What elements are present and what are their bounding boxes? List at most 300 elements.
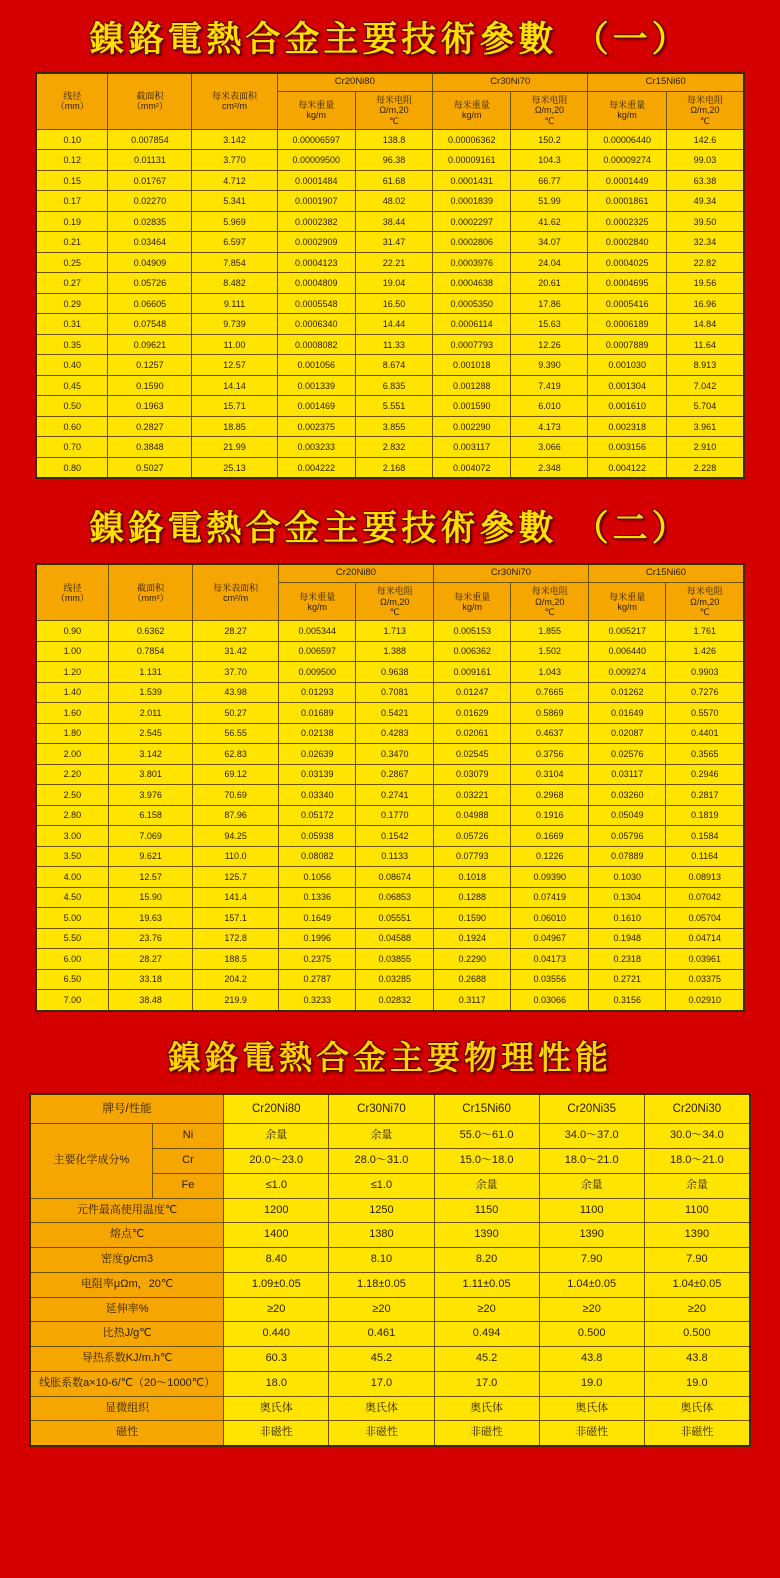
table-cell: 0.07548 bbox=[108, 314, 192, 335]
table-cell: 0.02087 bbox=[588, 723, 666, 744]
table-cell: 0.1590 bbox=[433, 908, 511, 929]
table-cell: 0.2741 bbox=[356, 785, 434, 806]
col-surface-area: 每米表面积 cm²/m bbox=[192, 73, 277, 129]
table-cell: 0.02910 bbox=[666, 990, 744, 1011]
table-cell: 18.0 bbox=[224, 1371, 329, 1396]
table-cell: 0.45 bbox=[36, 375, 108, 396]
table-header-1 bbox=[36, 73, 744, 129]
col-resistance-3: 每米电阻 Ω/m,20 ℃ bbox=[666, 583, 744, 621]
table-cell: 0.7276 bbox=[666, 682, 744, 703]
table-cell: 0.04967 bbox=[511, 928, 589, 949]
table-cell: 3.961 bbox=[666, 416, 744, 437]
table-cell: 0.07793 bbox=[433, 846, 511, 867]
property-label: 比热J/g℃ bbox=[30, 1322, 224, 1347]
table-cell: 2.80 bbox=[36, 805, 108, 826]
table-cell: 0.06605 bbox=[108, 293, 192, 314]
table-cell: 0.1669 bbox=[511, 826, 589, 847]
table-cell: 0.9903 bbox=[666, 662, 744, 683]
table-cell: 0.001056 bbox=[277, 355, 355, 376]
table-cell: ≤1.0 bbox=[224, 1173, 329, 1198]
section-title-3: 鎳鉻電熱合金主要物理性能 bbox=[168, 1037, 612, 1077]
table-cell: 0.2290 bbox=[433, 949, 511, 970]
table-cell: 0.009500 bbox=[278, 662, 356, 683]
table-cell: 4.173 bbox=[511, 416, 588, 437]
table-cell: 188.5 bbox=[193, 949, 279, 970]
table-cell: 3.770 bbox=[192, 150, 277, 171]
table-cell: 0.2827 bbox=[108, 416, 192, 437]
group-cr30ni70: Cr30Ni70 bbox=[433, 564, 588, 582]
table-cell: 1390 bbox=[644, 1223, 750, 1248]
table-cell: 28.27 bbox=[108, 949, 192, 970]
table-body-2 bbox=[36, 621, 744, 1011]
table-cell: 19.04 bbox=[355, 273, 432, 294]
table-cell: 0.3117 bbox=[433, 990, 511, 1011]
table-cell: 0.25 bbox=[36, 252, 108, 273]
table-cell: 非磁性 bbox=[329, 1421, 434, 1446]
table-cell: 219.9 bbox=[193, 990, 279, 1011]
table-cell: 余量 bbox=[434, 1173, 539, 1198]
table-cell: 0.005153 bbox=[433, 621, 511, 642]
group-cr15ni60: Cr15Ni60 bbox=[588, 564, 744, 582]
table-cell: 0.03260 bbox=[588, 785, 666, 806]
table-cell: 20.61 bbox=[511, 273, 588, 294]
table-cell: 0.03066 bbox=[511, 990, 589, 1011]
table-cell: 0.0004025 bbox=[588, 252, 666, 273]
table-cell: 0.04988 bbox=[433, 805, 511, 826]
table-row bbox=[36, 764, 744, 785]
table-cell: 0.00006362 bbox=[433, 129, 511, 150]
table-cell: 2.348 bbox=[511, 457, 588, 478]
property-label: 密度g/cm3 bbox=[30, 1248, 224, 1273]
table-cell: 7.00 bbox=[36, 990, 108, 1011]
table-cell: 0.5421 bbox=[356, 703, 434, 724]
table-cell: 12.26 bbox=[511, 334, 588, 355]
table-cell: 0.35 bbox=[36, 334, 108, 355]
table-cell: 0.005217 bbox=[588, 621, 666, 642]
table-row bbox=[36, 457, 744, 478]
table-row bbox=[36, 682, 744, 703]
table-row bbox=[30, 1347, 750, 1372]
table-row bbox=[36, 949, 744, 970]
table-cell: 0.01767 bbox=[108, 170, 192, 191]
table-cell: 0.3756 bbox=[511, 744, 589, 765]
table-body-1 bbox=[36, 129, 744, 478]
table-cell: 99.03 bbox=[666, 150, 744, 171]
table-cell: 0.03340 bbox=[278, 785, 356, 806]
table-cell: 6.00 bbox=[36, 949, 108, 970]
table-row bbox=[36, 170, 744, 191]
table-cell: 0.00009161 bbox=[433, 150, 511, 171]
table-cell: 1380 bbox=[329, 1223, 434, 1248]
table-cell: 1.60 bbox=[36, 703, 108, 724]
table-cell: 1400 bbox=[224, 1223, 329, 1248]
table-cell: 4.712 bbox=[192, 170, 277, 191]
physical-table-body bbox=[30, 1124, 750, 1446]
table-cell: 奥氏体 bbox=[434, 1396, 539, 1421]
table-cell: 25.13 bbox=[192, 457, 277, 478]
table-cell: 0.04714 bbox=[666, 928, 744, 949]
composition-label: 主要化学成分% bbox=[30, 1124, 152, 1198]
table-cell: 0.27 bbox=[36, 273, 108, 294]
group-cr30ni70: Cr30Ni70 bbox=[433, 73, 588, 91]
physical-header-row bbox=[30, 1094, 750, 1124]
physical-header-label: 牌号/性能 bbox=[30, 1094, 224, 1124]
table-cell: 非磁性 bbox=[539, 1421, 644, 1446]
table-cell: 0.5027 bbox=[108, 457, 192, 478]
table-cell: 0.002290 bbox=[433, 416, 511, 437]
table-cell: 87.96 bbox=[193, 805, 279, 826]
tech-params-table-1 bbox=[35, 72, 745, 479]
table-cell: 18.0～21.0 bbox=[539, 1149, 644, 1174]
table-cell: 2.228 bbox=[666, 457, 744, 478]
table-row bbox=[36, 293, 744, 314]
table-cell: 50.27 bbox=[193, 703, 279, 724]
table-cell: 奥氏体 bbox=[539, 1396, 644, 1421]
table-cell: 32.34 bbox=[666, 232, 744, 253]
table-row bbox=[36, 252, 744, 273]
col-weight-1: 每米重量 kg/m bbox=[277, 91, 355, 129]
table-row bbox=[36, 846, 744, 867]
table-cell: 0.440 bbox=[224, 1322, 329, 1347]
table-cell: 0.1030 bbox=[588, 867, 666, 888]
table-cell: 22.82 bbox=[666, 252, 744, 273]
table-cell: 0.02835 bbox=[108, 211, 192, 232]
table-cell: 17.0 bbox=[329, 1371, 434, 1396]
table-cell: 17.0 bbox=[434, 1371, 539, 1396]
table-cell: ≥20 bbox=[329, 1297, 434, 1322]
table-cell: 22.21 bbox=[355, 252, 432, 273]
table-cell: 150.2 bbox=[511, 129, 588, 150]
table-cell: 1.80 bbox=[36, 723, 108, 744]
table-cell: 4.00 bbox=[36, 867, 108, 888]
table-cell: 9.390 bbox=[511, 355, 588, 376]
physical-header-grade: Cr20Ni80 bbox=[224, 1094, 329, 1124]
table-cell: 0.1819 bbox=[666, 805, 744, 826]
table-cell: 0.21 bbox=[36, 232, 108, 253]
table-cell: 0.01293 bbox=[278, 682, 356, 703]
table-cell: 3.50 bbox=[36, 846, 108, 867]
table-cell: 1.11±0.05 bbox=[434, 1272, 539, 1297]
table-cell: 0.002375 bbox=[277, 416, 355, 437]
table-row bbox=[36, 867, 744, 888]
table-cell: ≥20 bbox=[539, 1297, 644, 1322]
table-cell: 56.55 bbox=[193, 723, 279, 744]
composition-element: Ni bbox=[152, 1124, 224, 1149]
physical-header-grade: Cr15Ni60 bbox=[434, 1094, 539, 1124]
table-cell: 3.142 bbox=[192, 129, 277, 150]
table-cell: 0.1916 bbox=[511, 805, 589, 826]
table-cell: 0.10 bbox=[36, 129, 108, 150]
table-cell: 31.47 bbox=[355, 232, 432, 253]
table-cell: 0.03221 bbox=[433, 785, 511, 806]
col-resistance-2: 每米电阻 Ω/m,20 ℃ bbox=[511, 91, 588, 129]
table-cell: 0.1542 bbox=[356, 826, 434, 847]
table-cell: 0.0007889 bbox=[588, 334, 666, 355]
table-row bbox=[36, 211, 744, 232]
table-cell: 奥氏体 bbox=[329, 1396, 434, 1421]
table-cell: 0.494 bbox=[434, 1322, 539, 1347]
table-cell: 0.461 bbox=[329, 1322, 434, 1347]
physical-header-grade: Cr30Ni70 bbox=[329, 1094, 434, 1124]
table-cell: 0.03139 bbox=[278, 764, 356, 785]
table-cell: 0.004222 bbox=[277, 457, 355, 478]
table-cell: 15.63 bbox=[511, 314, 588, 335]
table-cell: 0.01262 bbox=[588, 682, 666, 703]
table-cell: 18.0～21.0 bbox=[644, 1149, 750, 1174]
table-cell: 0.001304 bbox=[588, 375, 666, 396]
table-cell: 0.00009274 bbox=[588, 150, 666, 171]
table-cell: 0.02061 bbox=[433, 723, 511, 744]
table-cell: 0.1336 bbox=[278, 887, 356, 908]
table-cell: 0.02639 bbox=[278, 744, 356, 765]
table-row bbox=[36, 232, 744, 253]
table-cell: 2.00 bbox=[36, 744, 108, 765]
table-cell: 7.90 bbox=[644, 1248, 750, 1273]
table-cell: 9.739 bbox=[192, 314, 277, 335]
table-cell: 0.1610 bbox=[588, 908, 666, 929]
table-cell: 0.3565 bbox=[666, 744, 744, 765]
table-cell: 0.001469 bbox=[277, 396, 355, 417]
table-cell: 0.05551 bbox=[356, 908, 434, 929]
table-cell: 0.01131 bbox=[108, 150, 192, 171]
col-resistance-1: 每米电阻 Ω/m,20 ℃ bbox=[356, 583, 434, 621]
table-cell: 1.761 bbox=[666, 621, 744, 642]
table-row bbox=[30, 1371, 750, 1396]
table-cell: 0.5570 bbox=[666, 703, 744, 724]
table-cell: 1.00 bbox=[36, 641, 108, 662]
table-cell: 0.0002909 bbox=[277, 232, 355, 253]
property-label: 线胀系数a×10-6/℃（20～1000℃） bbox=[30, 1371, 224, 1396]
table-row bbox=[36, 273, 744, 294]
table-cell: 0.0006340 bbox=[277, 314, 355, 335]
table-cell: 5.969 bbox=[192, 211, 277, 232]
table-cell: 0.006597 bbox=[278, 641, 356, 662]
table-cell: 0.2946 bbox=[666, 764, 744, 785]
table-cell: 0.19 bbox=[36, 211, 108, 232]
table-cell: 0.003156 bbox=[588, 437, 666, 458]
table-cell: 1.713 bbox=[356, 621, 434, 642]
table-cell: 125.7 bbox=[193, 867, 279, 888]
table-cell: 0.50 bbox=[36, 396, 108, 417]
table-cell: 3.00 bbox=[36, 826, 108, 847]
table-cell: 0.0006114 bbox=[433, 314, 511, 335]
table-cell: 11.64 bbox=[666, 334, 744, 355]
col-resistance-1: 每米电阻 Ω/m,20 ℃ bbox=[355, 91, 432, 129]
table-row bbox=[36, 969, 744, 990]
table-cell: 0.0005548 bbox=[277, 293, 355, 314]
property-label: 电阻率μΩm，20℃ bbox=[30, 1272, 224, 1297]
table-cell: 0.7081 bbox=[356, 682, 434, 703]
table-cell: 0.05172 bbox=[278, 805, 356, 826]
table-cell: 28.27 bbox=[193, 621, 279, 642]
property-label: 磁性 bbox=[30, 1421, 224, 1446]
table-header-2 bbox=[36, 564, 744, 620]
table-cell: 0.60 bbox=[36, 416, 108, 437]
table-cell: 0.05726 bbox=[433, 826, 511, 847]
table-cell: 141.4 bbox=[193, 887, 279, 908]
table-cell: 5.551 bbox=[355, 396, 432, 417]
table-cell: 8.674 bbox=[355, 355, 432, 376]
table-row bbox=[36, 723, 744, 744]
table-cell: 14.14 bbox=[192, 375, 277, 396]
table-cell: 0.007854 bbox=[108, 129, 192, 150]
table-cell: 28.0～31.0 bbox=[329, 1149, 434, 1174]
table-cell: 0.0008082 bbox=[277, 334, 355, 355]
table-cell: 0.02576 bbox=[588, 744, 666, 765]
table-cell: 1.40 bbox=[36, 682, 108, 703]
table-cell: 0.1133 bbox=[356, 846, 434, 867]
table-cell: 14.44 bbox=[355, 314, 432, 335]
table-row bbox=[36, 826, 744, 847]
table-cell: 7.042 bbox=[666, 375, 744, 396]
table-cell: 1.426 bbox=[666, 641, 744, 662]
table-cell: 0.70 bbox=[36, 437, 108, 458]
table-cell: 非磁性 bbox=[644, 1421, 750, 1446]
table-cell: ≤1.0 bbox=[329, 1173, 434, 1198]
table-cell: 0.004072 bbox=[433, 457, 511, 478]
table-cell: 3.066 bbox=[511, 437, 588, 458]
table-cell: ≥20 bbox=[224, 1297, 329, 1322]
table-row bbox=[36, 887, 744, 908]
physical-header-grade: Cr20Ni30 bbox=[644, 1094, 750, 1124]
table-cell: 0.0002806 bbox=[433, 232, 511, 253]
table-cell: 0.0001484 bbox=[277, 170, 355, 191]
table-cell: 8.40 bbox=[224, 1248, 329, 1273]
table-row bbox=[36, 662, 744, 683]
table-cell: 66.77 bbox=[511, 170, 588, 191]
table-cell: 0.08674 bbox=[356, 867, 434, 888]
table-row bbox=[36, 990, 744, 1011]
table-cell: 0.2817 bbox=[666, 785, 744, 806]
table-cell: 0.1226 bbox=[511, 846, 589, 867]
physical-table-header bbox=[30, 1094, 750, 1124]
table-row bbox=[36, 744, 744, 765]
table-cell: 0.4401 bbox=[666, 723, 744, 744]
table-cell: 1.04±0.05 bbox=[644, 1272, 750, 1297]
col-area: 截面积 （mm²） bbox=[108, 73, 192, 129]
table-cell: 69.12 bbox=[193, 764, 279, 785]
table-cell: 0.03961 bbox=[666, 949, 744, 970]
table-row bbox=[36, 375, 744, 396]
table-cell: 0.0001431 bbox=[433, 170, 511, 191]
table-cell: 0.0004123 bbox=[277, 252, 355, 273]
table-cell: 奥氏体 bbox=[224, 1396, 329, 1421]
table-cell: 0.2721 bbox=[588, 969, 666, 990]
table-cell: 1100 bbox=[539, 1198, 644, 1223]
table-cell: 0.04909 bbox=[108, 252, 192, 273]
table-cell: 非磁性 bbox=[434, 1421, 539, 1446]
table-row bbox=[30, 1297, 750, 1322]
table-cell: 1100 bbox=[644, 1198, 750, 1223]
table-cell: 0.001018 bbox=[433, 355, 511, 376]
table-cell: 0.1018 bbox=[433, 867, 511, 888]
table-row bbox=[36, 437, 744, 458]
table-cell: 0.1164 bbox=[666, 846, 744, 867]
table-cell: 18.85 bbox=[192, 416, 277, 437]
table-cell: 0.1770 bbox=[356, 805, 434, 826]
table-cell: 138.8 bbox=[355, 129, 432, 150]
col-resistance-3: 每米电阻 Ω/m,20 ℃ bbox=[666, 91, 744, 129]
table-cell: 0.03375 bbox=[666, 969, 744, 990]
col-surface-area: 每米表面积 cm²/m bbox=[193, 564, 279, 620]
table-cell: 1.388 bbox=[356, 641, 434, 662]
table-cell: 奥氏体 bbox=[644, 1396, 750, 1421]
table-cell: 2.168 bbox=[355, 457, 432, 478]
table-cell: 0.0002382 bbox=[277, 211, 355, 232]
table-row bbox=[36, 355, 744, 376]
group-cr20ni80: Cr20Ni80 bbox=[277, 73, 432, 91]
table-cell: 41.62 bbox=[511, 211, 588, 232]
table-cell: 0.500 bbox=[539, 1322, 644, 1347]
col-weight-2: 每米重量 kg/m bbox=[433, 583, 511, 621]
table-cell: 43.8 bbox=[539, 1347, 644, 1372]
table-row bbox=[30, 1272, 750, 1297]
property-label: 元件最高使用温度℃ bbox=[30, 1198, 224, 1223]
table-cell: 51.99 bbox=[511, 191, 588, 212]
table-cell: 2.50 bbox=[36, 785, 108, 806]
section-title-2: 鎳鉻電熱合金主要技術參數 （二） bbox=[89, 508, 691, 550]
table-cell: 0.7854 bbox=[108, 641, 192, 662]
table-cell: 0.0003976 bbox=[433, 252, 511, 273]
table-cell: 0.07889 bbox=[588, 846, 666, 867]
table-cell: 非磁性 bbox=[224, 1421, 329, 1446]
table-cell: 0.80 bbox=[36, 457, 108, 478]
col-area: 截面积 （mm²） bbox=[108, 564, 192, 620]
table-cell: 0.2318 bbox=[588, 949, 666, 970]
table-cell: 0.003117 bbox=[433, 437, 511, 458]
table-cell: 8.20 bbox=[434, 1248, 539, 1273]
table-cell: 4.50 bbox=[36, 887, 108, 908]
table-cell: 0.08913 bbox=[666, 867, 744, 888]
table-cell: 0.0004638 bbox=[433, 273, 511, 294]
table-cell: 0.0005416 bbox=[588, 293, 666, 314]
physical-header-grade: Cr20Ni35 bbox=[539, 1094, 644, 1124]
table-cell: 0.005344 bbox=[278, 621, 356, 642]
table-row bbox=[36, 150, 744, 171]
table-cell: 1.09±0.05 bbox=[224, 1272, 329, 1297]
table-cell: 204.2 bbox=[193, 969, 279, 990]
table-cell: 7.854 bbox=[192, 252, 277, 273]
table-cell: 61.68 bbox=[355, 170, 432, 191]
table-row bbox=[36, 785, 744, 806]
table-cell: 49.34 bbox=[666, 191, 744, 212]
table-row bbox=[30, 1124, 750, 1149]
table-cell: 1.502 bbox=[511, 641, 589, 662]
table-row bbox=[30, 1421, 750, 1446]
table-cell: 0.07042 bbox=[666, 887, 744, 908]
table-cell: 23.76 bbox=[108, 928, 192, 949]
table-cell: 0.4283 bbox=[356, 723, 434, 744]
table-cell: ≥20 bbox=[434, 1297, 539, 1322]
table-cell: 94.25 bbox=[193, 826, 279, 847]
table-cell: 0.1288 bbox=[433, 887, 511, 908]
table-cell: 6.50 bbox=[36, 969, 108, 990]
table-cell: 1390 bbox=[539, 1223, 644, 1248]
table-cell: 0.1963 bbox=[108, 396, 192, 417]
table-cell: 1200 bbox=[224, 1198, 329, 1223]
table-cell: 0.09621 bbox=[108, 334, 192, 355]
table-cell: 38.48 bbox=[108, 990, 192, 1011]
table-cell: 17.86 bbox=[511, 293, 588, 314]
table-cell: 62.83 bbox=[193, 744, 279, 765]
composition-element: Cr bbox=[152, 1149, 224, 1174]
table-cell: 16.50 bbox=[355, 293, 432, 314]
table-cell: 0.6362 bbox=[108, 621, 192, 642]
table-cell: 0.02138 bbox=[278, 723, 356, 744]
table-cell: 0.2968 bbox=[511, 785, 589, 806]
table-cell: 0.03079 bbox=[433, 764, 511, 785]
table-cell: 7.419 bbox=[511, 375, 588, 396]
